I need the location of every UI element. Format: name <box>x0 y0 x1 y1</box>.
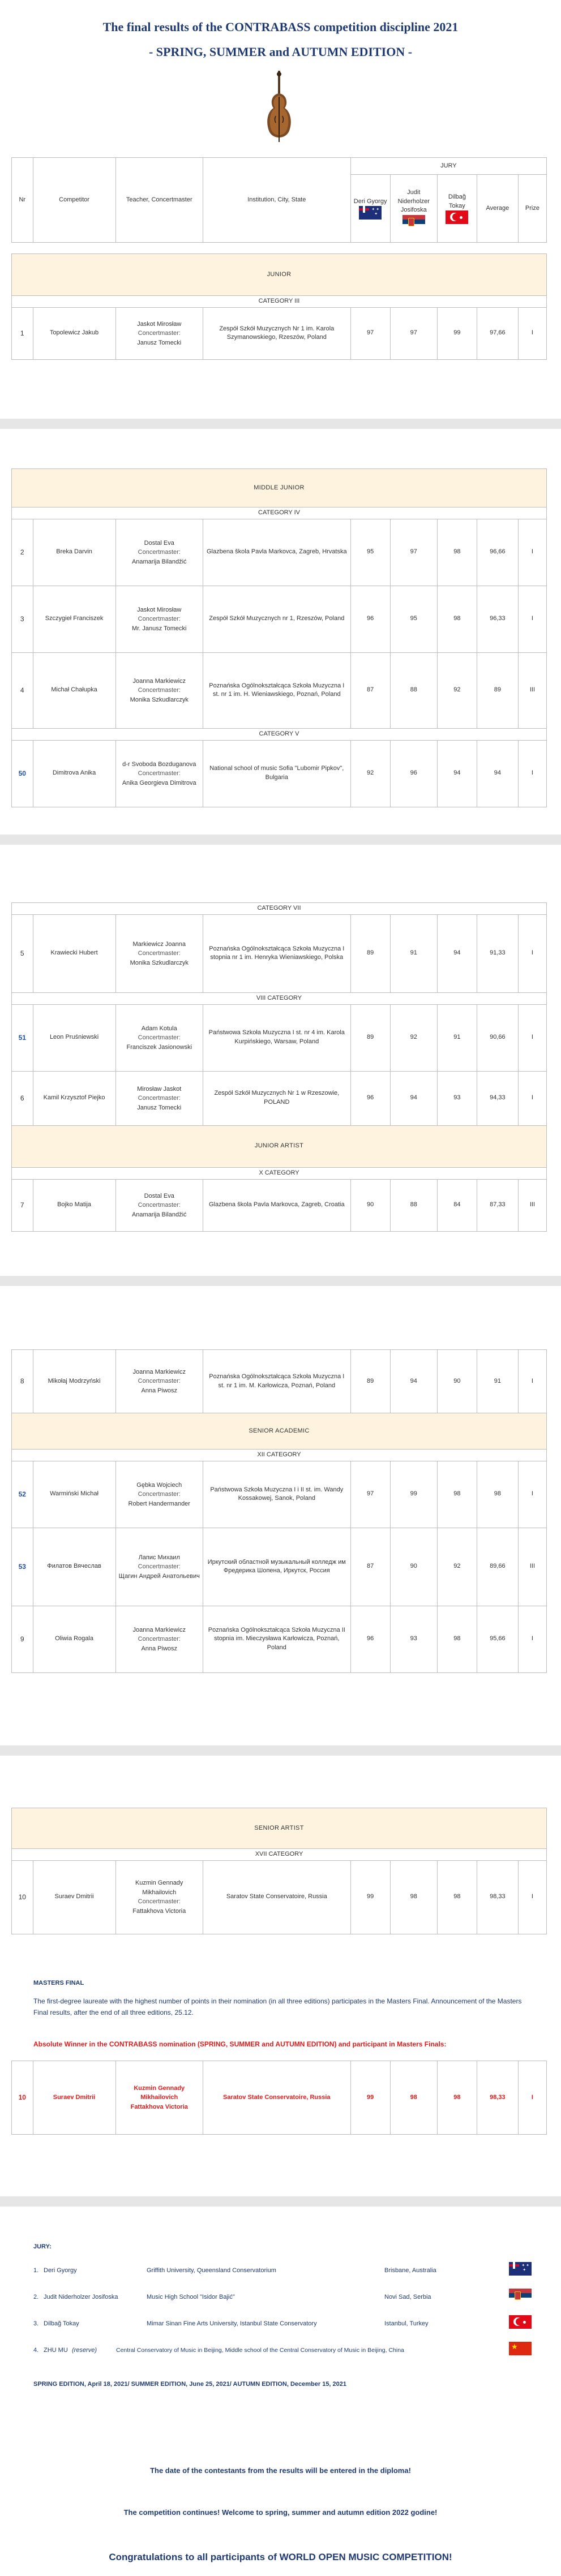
concertmaster-label: Concertmaster: <box>138 1034 181 1042</box>
australia-flag-icon <box>359 206 382 220</box>
row-institution: Glazbena škola Pavla Markovca, Zagreb, Croatia <box>203 1179 350 1231</box>
concertmaster-label: Concertmaster: <box>138 1636 181 1643</box>
teacher-name: Markiewicz Joanna <box>132 940 186 948</box>
row-score-3: 93 <box>437 1071 477 1125</box>
row-score-2: 93 <box>390 1606 437 1672</box>
concertmaster-label: Concertmaster: <box>138 1095 181 1102</box>
jury-city: Brisbane, Australia <box>384 2267 436 2274</box>
concertmaster-name: Franciszek Jasionowski <box>126 1043 192 1051</box>
row-nr: 8 <box>12 1350 33 1413</box>
row-institution: Poznańska Ogólnokształcąca Szkoła Muzyczna II stopnia im. Mieczysława Karłowicza, Poznań, Poland <box>203 1606 350 1672</box>
row-average: 96,66 <box>477 519 518 586</box>
row-score-3: 91 <box>437 1004 477 1071</box>
header-competitor: Competitor <box>33 158 115 243</box>
masters-text: The first-degree laureate with the highest number of points in their nomination (in all three editions) participates in the Masters Final. Announcement of the Masters Final results, after the end of all three editions, 25.12. <box>33 1997 522 2017</box>
concertmaster-label: Concertmaster: <box>138 770 181 777</box>
header-teacher: Teacher, Concertmaster <box>115 158 203 243</box>
concertmaster-label: Concertmaster: <box>138 1202 181 1209</box>
row-prize: I <box>518 1004 546 1071</box>
row-prize: I <box>518 740 546 807</box>
jury-num: 4. <box>33 2347 39 2354</box>
concertmaster-label: Concertmaster: <box>138 950 181 957</box>
section-senior-academic <box>11 1349 547 1673</box>
row-competitor: Kamil Krzysztof Piejko <box>33 1071 115 1125</box>
concertmaster-name: Anamarija Bilandžić <box>131 1211 187 1218</box>
row-nr: 10 <box>12 1860 33 1934</box>
row-institution: Иркутский областной музыкальный колледж им Фредерика Шопена, Иркутск, Россия <box>203 1528 350 1606</box>
contrabass-icon <box>261 71 297 144</box>
row-teacher <box>115 1606 203 1672</box>
row-score-2: 98 <box>390 1860 437 1934</box>
table-row <box>12 1528 547 1606</box>
concertmaster-label: Concertmaster: <box>138 1898 181 1906</box>
row-score-2: 98 <box>390 2061 437 2135</box>
teacher-name: d-r Svoboda Bozduganova <box>122 760 196 768</box>
jury-list-heading: JURY: <box>33 2243 52 2250</box>
row-average: 94 <box>477 740 518 807</box>
row-average: 89 <box>477 652 518 728</box>
row-competitor: Suraev Dmitrii <box>33 1860 115 1934</box>
row-score-1: 97 <box>350 307 390 359</box>
row-competitor: Bojko Matija <box>33 1179 115 1231</box>
concertmaster-name: Mr. Janusz Tomecki <box>132 625 187 632</box>
turkey-flag-icon <box>446 210 468 224</box>
jury-list-item <box>33 2289 532 2306</box>
row-institution: Zespół Szkół Muzycznych Nr 1 im. Karola Szymanowskiego, Rzeszów, Poland <box>203 307 350 359</box>
separator <box>0 835 561 845</box>
concertmaster-name: Anna Piwosz <box>141 1645 178 1652</box>
table-row <box>12 586 547 652</box>
category-label: CATEGORY VII <box>12 903 547 915</box>
row-teacher <box>115 1461 203 1528</box>
table-row <box>12 740 547 807</box>
table-row <box>12 1350 547 1413</box>
row-institution: Poznańska Ogólnokształcąca Szkoła Muzyczna I st. nr 1 im. M. Karłowicza, Poznań, Poland <box>203 1350 350 1413</box>
results-header <box>11 157 547 243</box>
row-score-1: 99 <box>350 2061 390 2135</box>
row-teacher <box>115 1071 203 1125</box>
row-average: 87,33 <box>477 1179 518 1231</box>
row-competitor: Michał Chałupka <box>33 652 115 728</box>
row-score-3: 98 <box>437 1606 477 1672</box>
concertmaster-name: Janusz Tomecki <box>137 1104 182 1111</box>
jury-org: Music High School "Isidor Bajić" <box>147 2294 235 2300</box>
row-score-2: 94 <box>390 1350 437 1413</box>
row-nr: 10 <box>12 2061 33 2135</box>
separator <box>0 1276 561 1286</box>
row-institution: Poznańska Ogólnokształcąca Szkoła Muzyczna I st. nr 1 im. H. Wieniawskiego, Poznań, Poland <box>203 652 350 728</box>
row-score-1: 90 <box>350 1179 390 1231</box>
category-label: VIII CATEGORY <box>12 992 547 1004</box>
row-prize: I <box>518 1461 546 1528</box>
jury-member-3 <box>437 175 477 243</box>
row-institution: Zespół Szkół Muzycznych nr 1, Rzeszów, Poland <box>203 586 350 652</box>
row-competitor: Leon Pruśniewski <box>33 1004 115 1071</box>
jury-num: 1. <box>33 2267 39 2274</box>
jury-member-name: Judit Niderholzer Josifoska <box>397 188 430 214</box>
row-nr: 3 <box>12 586 33 652</box>
jury-name: Dilbağ Tokay <box>44 2320 79 2327</box>
concertmaster-name: Janusz Tomecki <box>137 339 182 346</box>
table-row <box>12 652 547 728</box>
teacher-name: Dostal Eva <box>144 539 174 547</box>
row-teacher <box>115 914 203 992</box>
row-score-2: 88 <box>390 652 437 728</box>
concertmaster-label: Concertmaster: <box>138 1563 181 1571</box>
concertmaster-name: Fattakhova Victoria <box>132 1907 186 1915</box>
concertmaster-label: Concertmaster: <box>138 1378 181 1385</box>
category-label: XII CATEGORY <box>12 1450 547 1461</box>
row-average: 98,33 <box>477 1860 518 1934</box>
note-continues: The competition continues! Welcome to spring, summer and autumn edition 2022 godine! <box>123 2508 438 2517</box>
row-nr: 50 <box>12 740 33 807</box>
row-competitor: Suraev Dmitrii <box>33 2061 115 2135</box>
row-institution: National school of music Sofia "Lubomir Pipkov", Bulgaria <box>203 740 350 807</box>
winner-table <box>11 2061 547 2135</box>
jury-org: Mimar Sinan Fine Arts University, Istanbul State Conservatory <box>147 2320 317 2327</box>
row-average: 95,66 <box>477 1606 518 1672</box>
table-row <box>12 1606 547 1672</box>
row-nr: 4 <box>12 652 33 728</box>
row-prize: I <box>518 1071 546 1125</box>
turkey-flag-icon <box>509 2315 532 2329</box>
congratulations: Congratulations to all participants of WORLD OPEN MUSIC COMPETITION! <box>109 2552 452 2562</box>
row-score-3: 98 <box>437 586 477 652</box>
jury-num: 3. <box>33 2320 39 2327</box>
row-score-1: 97 <box>350 1461 390 1528</box>
row-score-2: 90 <box>390 1528 437 1606</box>
row-teacher <box>115 2061 203 2135</box>
row-nr: 9 <box>12 1606 33 1672</box>
concertmaster-name: Monika Szkudlarczyk <box>130 959 189 966</box>
jury-city: Novi Sad, Serbia <box>384 2294 431 2300</box>
header-institution: Institution, City, State <box>203 158 350 243</box>
row-prize: I <box>518 1606 546 1672</box>
teacher-name: Jaskot Mirosław <box>137 320 182 328</box>
row-score-3: 98 <box>437 519 477 586</box>
category-label: XVII CATEGORY <box>12 1849 547 1861</box>
row-institution: Saratov State Conservatoire, Russia <box>203 2061 350 2135</box>
section-senior-artist <box>11 1808 547 1934</box>
row-competitor: Mikołaj Modrzyński <box>33 1350 115 1413</box>
jury-list-item <box>33 2342 532 2359</box>
row-score-3: 92 <box>437 652 477 728</box>
row-score-3: 94 <box>437 740 477 807</box>
row-score-1: 89 <box>350 1350 390 1413</box>
teacher-name: Joanna Markiewicz <box>132 1626 186 1633</box>
row-score-1: 92 <box>350 740 390 807</box>
teacher-name: Kuzmin Gennady Mikhailovich <box>134 2084 185 2101</box>
row-prize: III <box>518 1179 546 1231</box>
row-score-3: 98 <box>437 1860 477 1934</box>
row-teacher <box>115 1004 203 1071</box>
row-average: 90,66 <box>477 1004 518 1071</box>
section-middle-junior <box>11 468 547 807</box>
row-prize: I <box>518 1350 546 1413</box>
row-average: 91 <box>477 1350 518 1413</box>
concertmaster-name: Anna Piwosz <box>141 1387 178 1394</box>
jury-reserve: (reserve) <box>72 2347 97 2354</box>
row-score-1: 96 <box>350 1606 390 1672</box>
teacher-name: Mirosław Jaskot <box>137 1085 182 1093</box>
row-score-3: 84 <box>437 1179 477 1231</box>
row-score-2: 97 <box>390 519 437 586</box>
teacher-name: Лапис Михаил <box>138 1554 180 1561</box>
row-score-2: 92 <box>390 1004 437 1071</box>
band-junior-artist: JUNIOR ARTIST <box>12 1125 547 1167</box>
row-average: 94,33 <box>477 1071 518 1125</box>
header-jury: JURY <box>350 158 546 175</box>
row-score-3: 92 <box>437 1528 477 1606</box>
row-score-3: 98 <box>437 1461 477 1528</box>
jury-city: Istanbul, Turkey <box>384 2320 429 2327</box>
row-score-3: 90 <box>437 1350 477 1413</box>
row-score-1: 89 <box>350 1004 390 1071</box>
table-row <box>12 307 547 359</box>
separator <box>0 1745 561 1756</box>
row-average: 89,66 <box>477 1528 518 1606</box>
winner-heading: Absolute Winner in the CONTRABASS nomination (SPRING, SUMMER and AUTUMN EDITION) and participant in Masters Finals: <box>33 2040 447 2048</box>
jury-name: Judit Niderholzer Josifoska <box>44 2294 118 2300</box>
row-competitor: Breka Darvin <box>33 519 115 586</box>
band-senior-academic: SENIOR ACADEMIC <box>12 1413 547 1450</box>
masters-heading: MASTERS FINAL <box>33 1980 84 1986</box>
table-row <box>12 1860 547 1934</box>
row-prize: I <box>518 914 546 992</box>
row-teacher <box>115 740 203 807</box>
jury-member-name: Deri Gyorgy <box>353 197 387 205</box>
row-average: 98 <box>477 1461 518 1528</box>
row-competitor: Warmiński Michał <box>33 1461 115 1528</box>
header-average: Average <box>477 175 518 243</box>
row-nr: 6 <box>12 1071 33 1125</box>
section-junior <box>11 253 547 360</box>
row-institution: Poznańska Ogólnokształcąca Szkoła Muzyczna I stopnia nr 1 im. Henryka Wieniawskiego, Polska <box>203 914 350 992</box>
jury-name: Deri Gyorgy <box>44 2267 77 2274</box>
row-competitor: Szczygieł Franciszek <box>33 586 115 652</box>
row-prize: I <box>518 519 546 586</box>
teacher-name: Gębka Wojciech <box>136 1481 182 1489</box>
concertmaster-name: Щагин Андрей Анатольевич <box>118 1572 200 1580</box>
row-competitor: Филатов Вячеслав <box>33 1528 115 1606</box>
category-label: X CATEGORY <box>12 1167 547 1179</box>
row-score-2: 88 <box>390 1179 437 1231</box>
header-prize: Prize <box>518 175 546 243</box>
jury-member-2 <box>390 175 437 243</box>
editions: SPRING EDITION, April 18, 2021/ SUMMER EDITION, June 25, 2021/ AUTUMN EDITION, December 15, 2021 <box>33 2381 347 2388</box>
separator <box>0 419 561 429</box>
row-average: 97,66 <box>477 307 518 359</box>
row-nr: 52 <box>12 1461 33 1528</box>
row-nr: 2 <box>12 519 33 586</box>
row-teacher <box>115 1179 203 1231</box>
table-row <box>12 1071 547 1125</box>
row-score-1: 96 <box>350 1071 390 1125</box>
jury-list-item <box>33 2262 532 2279</box>
australia-flag-icon <box>509 2262 532 2276</box>
row-competitor: Dimitrova Anika <box>33 740 115 807</box>
table-row <box>12 914 547 992</box>
row-teacher <box>115 519 203 586</box>
row-prize: I <box>518 586 546 652</box>
concertmaster-label: Concertmaster: <box>138 687 181 694</box>
separator <box>0 2196 561 2207</box>
row-competitor: Oliwia Rogala <box>33 1606 115 1672</box>
jury-list-item <box>33 2315 532 2332</box>
row-score-2: 95 <box>390 586 437 652</box>
concertmaster-name: Monika Szkudlarczyk <box>130 696 189 703</box>
row-prize: I <box>518 307 546 359</box>
concertmaster-name: Fattakhova Victoria <box>130 2103 188 2110</box>
concertmaster-label: Concertmaster: <box>138 549 181 556</box>
jury-org: Griffith University, Queensland Conservatorium <box>147 2267 276 2274</box>
teacher-name: Adam Kotula <box>141 1025 177 1032</box>
page-title: The final results of the CONTRABASS competition discipline 2021 <box>102 20 459 34</box>
serbia-flag-icon <box>402 215 425 229</box>
row-score-3: 94 <box>437 914 477 992</box>
row-teacher <box>115 652 203 728</box>
row-teacher <box>115 1350 203 1413</box>
jury-num: 2. <box>33 2294 39 2300</box>
row-prize: III <box>518 1528 546 1606</box>
row-teacher <box>115 1528 203 1606</box>
table-row <box>12 519 547 586</box>
row-prize: III <box>518 652 546 728</box>
jury-member-name: Dilbağ Tokay <box>448 193 466 209</box>
row-competitor: Krawiecki Hubert <box>33 914 115 992</box>
concertmaster-name: Anika Georgieva Dimitrova <box>122 779 196 786</box>
note-diploma: The date of the contestants from the results will be entered in the diploma! <box>150 2466 411 2475</box>
row-competitor: Topolewicz Jakub <box>33 307 115 359</box>
header-nr: Nr <box>12 158 33 243</box>
row-score-3: 98 <box>437 2061 477 2135</box>
china-flag-icon <box>509 2342 532 2355</box>
winner-row <box>12 2061 547 2135</box>
row-institution: Glazbena škola Pavla Markovca, Zagreb, Hrvatska <box>203 519 350 586</box>
row-teacher <box>115 586 203 652</box>
teacher-name: Jaskot Mirosław <box>137 606 182 613</box>
teacher-name: Kuzmin Gennady Mikhailovich <box>135 1880 183 1896</box>
concertmaster-label: Concertmaster: <box>138 1491 181 1498</box>
table-row <box>12 1461 547 1528</box>
row-nr: 53 <box>12 1528 33 1606</box>
row-prize: I <box>518 1860 546 1934</box>
teacher-name: Dostal Eva <box>144 1192 174 1199</box>
band-junior: JUNIOR <box>12 254 547 296</box>
row-teacher <box>115 1860 203 1934</box>
jury-org: Central Conservatory of Music in Beijing, Middle school of the Central Conservatory of Music in Beijing, China <box>116 2347 404 2354</box>
row-score-2: 97 <box>390 307 437 359</box>
table-row <box>12 1179 547 1231</box>
row-score-2: 99 <box>390 1461 437 1528</box>
concertmaster-name: Anamarija Bilandžić <box>131 558 187 565</box>
teacher-name: Joanna Markiewicz <box>132 1368 186 1375</box>
row-nr: 51 <box>12 1004 33 1071</box>
row-nr: 1 <box>12 307 33 359</box>
jury-member-1 <box>350 175 390 243</box>
row-score-1: 95 <box>350 519 390 586</box>
row-score-1: 89 <box>350 914 390 992</box>
band-middle-junior: MIDDLE JUNIOR <box>12 469 547 508</box>
row-institution: Zespół Szkół Muzycznych Nr 1 w Rzeszowie, POLAND <box>203 1071 350 1125</box>
concertmaster-name: Robert Handermander <box>128 1500 190 1507</box>
section-categories-vii-x <box>11 902 547 1232</box>
row-average: 98,33 <box>477 2061 518 2135</box>
band-senior-artist: SENIOR ARTIST <box>12 1808 547 1849</box>
row-institution: Saratov State Conservatoire, Russia <box>203 1860 350 1934</box>
row-prize: I <box>518 2061 546 2135</box>
row-institution: Państwowa Szkoła Muzyczna I st. nr 4 im. Karola Kurpińskiego, Warsaw, Poland <box>203 1004 350 1071</box>
page-subtitle: - SPRING, SUMMER and AUTUMN EDITION - <box>148 45 413 59</box>
concertmaster-label: Concertmaster: <box>138 616 181 623</box>
jury-name: ZHU MU <box>44 2347 68 2354</box>
row-score-1: 99 <box>350 1860 390 1934</box>
concertmaster-label: Concertmaster: <box>138 330 181 337</box>
row-score-3: 99 <box>437 307 477 359</box>
row-average: 96,33 <box>477 586 518 652</box>
row-nr: 5 <box>12 914 33 992</box>
table-row <box>12 1004 547 1071</box>
teacher-name: Joanna Markiewicz <box>132 677 186 685</box>
serbia-flag-icon <box>509 2289 532 2302</box>
row-score-2: 91 <box>390 914 437 992</box>
row-score-1: 96 <box>350 586 390 652</box>
row-institution: Państwowa Szkoła Muzyczna I i II st. im. Wandy Kossakowej, Sanok, Poland <box>203 1461 350 1528</box>
row-nr: 7 <box>12 1179 33 1231</box>
category-label: CATEGORY IV <box>12 508 547 519</box>
row-teacher <box>115 307 203 359</box>
category-label: CATEGORY III <box>12 296 547 308</box>
row-score-1: 87 <box>350 652 390 728</box>
category-label: CATEGORY V <box>12 728 547 740</box>
row-score-2: 96 <box>390 740 437 807</box>
row-score-1: 87 <box>350 1528 390 1606</box>
row-score-2: 94 <box>390 1071 437 1125</box>
row-average: 91,33 <box>477 914 518 992</box>
